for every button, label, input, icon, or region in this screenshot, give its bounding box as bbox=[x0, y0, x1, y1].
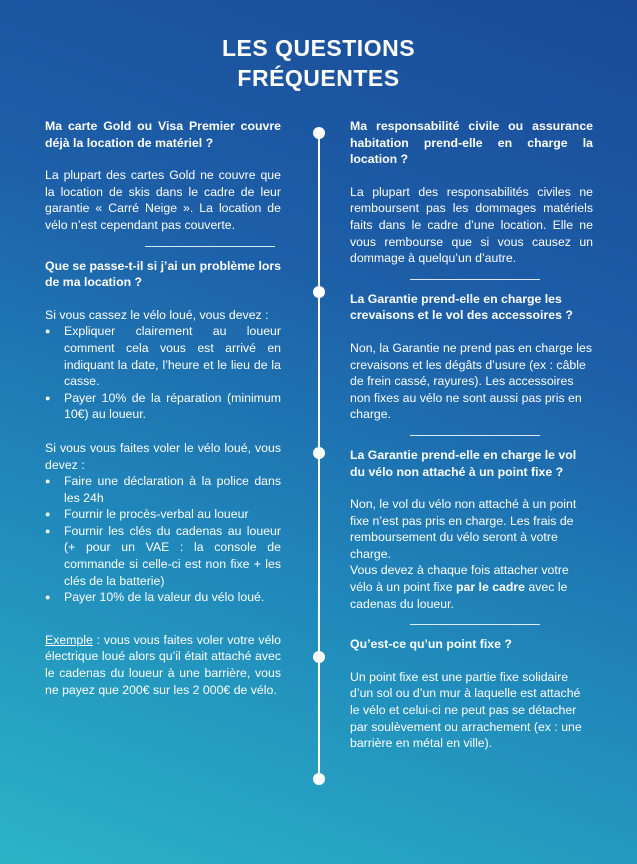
broken-steps-list bbox=[45, 323, 281, 423]
answer-text: avec le cadenas du loueur. bbox=[350, 580, 568, 611]
faq-question-gold-card: Ma carte Gold ou Visa Premier couvre déjà la location de matériel ? bbox=[45, 119, 281, 150]
faq-answer-unattached-theft bbox=[350, 496, 593, 612]
faq-answer-gold-card: La plupart des cartes Gold ne couvre que la location de skis dans le cadre de leur garantie « Carré Neige ». La location de vélo n’est cependant pas couverte. bbox=[45, 168, 281, 232]
list-item: ● Payer 10% de la réparation (minimum 10€) au loueur. bbox=[45, 390, 281, 423]
divider bbox=[145, 246, 275, 247]
title-line-1: LES QUESTIONS bbox=[221, 35, 416, 61]
faq-question-liability: Ma responsabilité civile ou assurance habitation prend-elle en charge la location ? bbox=[350, 119, 593, 167]
timeline-dot bbox=[313, 773, 325, 785]
stolen-steps-list bbox=[45, 473, 281, 606]
page-title bbox=[0, 33, 637, 93]
timeline-dot bbox=[313, 127, 325, 139]
faq-left-column bbox=[45, 118, 281, 698]
title-line-2: FRÉQUENTES bbox=[237, 65, 400, 91]
divider bbox=[410, 435, 540, 436]
faq-question-punctures: La Garantie prend-elle en charge les crevaisons et le vol des accessoires ? bbox=[350, 291, 573, 323]
example-label: Exemple bbox=[45, 632, 93, 647]
divider bbox=[410, 279, 540, 280]
list-item: ● Fournir le procès-verbal au loueur bbox=[45, 506, 281, 523]
timeline-dot bbox=[313, 651, 325, 663]
faq-answer-punctures: Non, la Garantie ne prend pas en charge les crevaisons et les dégâts d’usure (ex : câble de frein cassé, rayures). Les accessoires non fixes au vélo ne sont aussi pas pris en charge. bbox=[350, 340, 592, 422]
stolen-intro: Si vous vous faites voler le vélo loué, vous devez : bbox=[45, 440, 281, 472]
timeline-dot bbox=[313, 447, 325, 459]
faq-right-column bbox=[350, 118, 593, 752]
example-paragraph bbox=[45, 632, 281, 698]
list-item: ● Payer 10% de la valeur du vélo loué. bbox=[45, 589, 281, 606]
timeline-dot bbox=[313, 286, 325, 298]
example-text: : vous vous faites voler votre vélo électrique loué alors qu’il était attaché avec le cadenas du loueur à une barrière, vous ne payez que 200€ sur les 2 000€ de vélo. bbox=[45, 632, 281, 697]
faq-answer-fixed-point: Un point fixe est une partie fixe solidaire d’un sol ou d’un mur à laquelle est attaché le vélo et celui-ci ne peut pas se détacher par soulèvement ou arrachement (ex : une barrière en métal en ville). bbox=[350, 669, 582, 751]
answer-emphasis: par le cadre bbox=[455, 580, 526, 595]
list-item: ● Expliquer clairement au loueur comment cela vous est arrivé en indiquant la date, l’heure et le lieu de la casse. bbox=[45, 323, 281, 389]
answer-text: Vous devez à chaque fois attacher votre vélo à un point fixe bbox=[350, 563, 569, 595]
faq-answer-liability: La plupart des responsabilités civiles ne remboursent pas les dommages matériels faits dans le cadre d’une location. Elle ne vous rembourse que si vous causez un dommage à quelqu’un d’autre. bbox=[350, 184, 593, 266]
faq-question-unattached-theft: La Garantie prend-elle en charge le vol du vélo non attaché à un point fixe ? bbox=[350, 447, 577, 479]
divider bbox=[410, 624, 540, 625]
list-item: ● Faire une déclaration à la police dans les 24h bbox=[45, 473, 281, 506]
list-item: ● Fournir les clés du cadenas au loueur (+ pour un VAE : la console de commande si celle-ci est non fixe + les clés de la batterie) bbox=[45, 523, 281, 589]
broken-intro: Si vous cassez le vélo loué, vous devez : bbox=[45, 307, 269, 322]
faq-question-problem: Que se passe-t-il si j’ai un problème lors de ma location ? bbox=[45, 258, 281, 290]
answer-text: Non, le vol du vélo non attaché à un point fixe n’est pas pris en charge. Les frais de remboursement du vélo seront à votre charge. bbox=[350, 497, 577, 561]
faq-question-fixed-point: Qu’est-ce qu’un point fixe ? bbox=[350, 637, 512, 652]
